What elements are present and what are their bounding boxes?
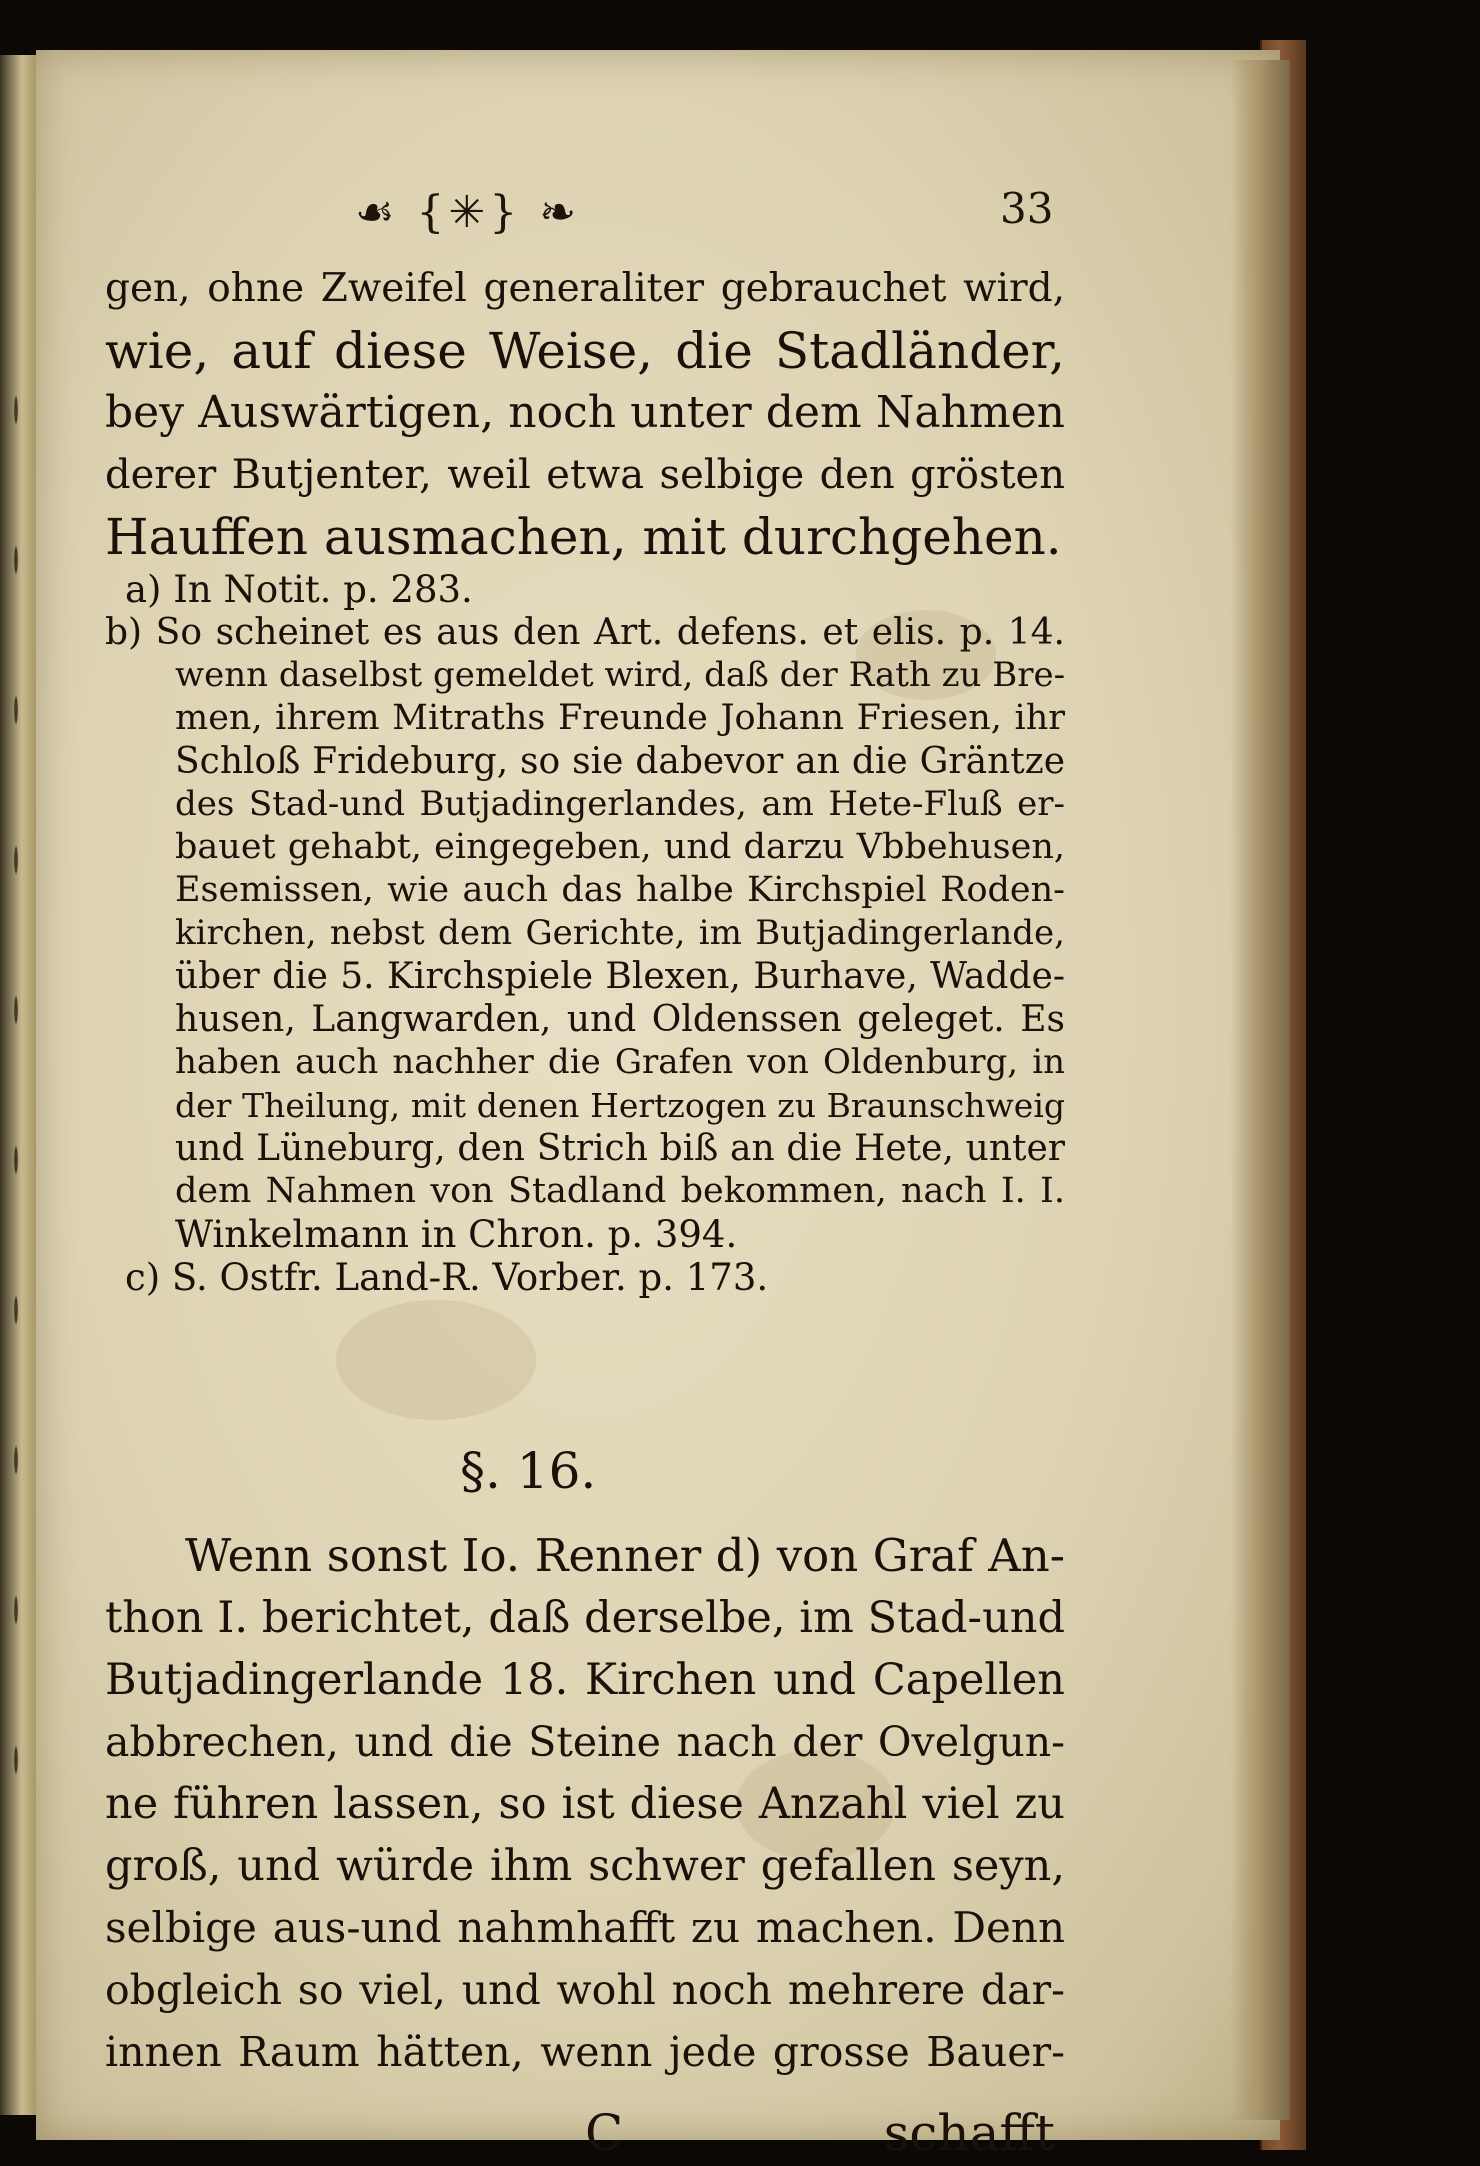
signature-mark: C — [585, 2104, 624, 2162]
footnote-line: Schloß Frideburg, so sie dabevor an die Gräntze — [175, 741, 1065, 782]
footnote-line: kirchen, nebst dem Gerichte, im Butjadingerlande, — [175, 913, 1065, 953]
main-text-top — [105, 258, 1065, 568]
footnote-line: der Theilung, mit denen Hertzogen zu Braunschweig — [175, 1086, 1065, 1125]
text-line: thon I. berichtet, daß derselbe, im Stad-und — [105, 1593, 1065, 1643]
catchword: schafft — [883, 2104, 1055, 2162]
footnote-line: c) S. Ostfr. Land-R. Vorber. p. 173. — [125, 1256, 769, 1299]
header-ornament: ☙ {✳} ❧ — [355, 186, 581, 238]
main-text-bottom — [105, 1525, 1065, 2083]
footnote-line: bauet gehabt, eingegeben, und darzu Vbbehusen, — [175, 827, 1065, 867]
footnote-line: Esemissen, wie auch das halbe Kirchspiel Roden- — [175, 870, 1065, 910]
footnote-line: des Stad-und Butjadingerlandes, am Hete-Fluß er- — [175, 784, 1065, 824]
footnote-line: husen, Langwarden, und Oldenssen geleget. Es — [175, 999, 1065, 1040]
text-line: Hauffen ausmachen, mit durchgehen. — [105, 508, 1062, 566]
footnote-line: Winkelmann in Chron. p. 394. — [175, 1213, 738, 1256]
footnote-line: dem Nahmen von Stadland bekommen, nach I. I. — [175, 1171, 1065, 1211]
page-fore-edge — [1230, 60, 1290, 2120]
footnote-line: a) In Notit. p. 283. — [125, 568, 473, 611]
text-line: wie, auf diese Weise, die Stadländer, — [105, 322, 1065, 380]
footnote-line: b) So scheinet es aus den Art. defens. et elis. p. 14. — [105, 612, 1065, 653]
footnote-line: über die 5. Kirchspiele Blexen, Burhave, Wadde- — [175, 956, 1065, 997]
running-header — [355, 182, 1055, 242]
page-number: 33 — [1000, 184, 1054, 233]
footnote-line: men, ihrem Mitraths Freunde Johann Friesen, ihr — [175, 698, 1065, 738]
text-line: abbrechen, und die Steine nach der Ovelgun- — [105, 1718, 1065, 1766]
text-line: innen Raum hätten, wenn jede grosse Bauer- — [105, 2028, 1065, 2076]
text-line: gen, ohne Zweifel generaliter gebrauchet wird, — [105, 266, 1065, 311]
text-line: bey Auswärtigen, noch unter dem Nahmen — [105, 387, 1065, 438]
text-line: groß, und würde ihm schwer gefallen seyn, — [105, 1841, 1065, 1891]
facing-page-text-marks — [6, 335, 26, 1835]
page-footer — [105, 2104, 1065, 2166]
text-line: Wenn sonst Io. Renner d) von Graf An- — [185, 1529, 1065, 1582]
paper-stain — [336, 1300, 536, 1420]
facing-page-edge — [0, 55, 36, 2115]
footnote-line: haben auch nachher die Grafen von Oldenburg, in — [175, 1042, 1065, 1082]
section-heading: §. 16. — [460, 1442, 597, 1500]
text-line: derer Butjenter, weil etwa selbige den grösten — [105, 452, 1065, 498]
text-line: ne führen lassen, so ist diese Anzahl viel zu — [105, 1779, 1065, 1829]
text-line: Butjadingerlande 18. Kirchen und Capellen — [105, 1655, 1065, 1705]
footnotes — [105, 568, 1065, 1299]
footnote-line: und Lüneburg, den Strich biß an die Hete, unter — [175, 1128, 1065, 1169]
text-line: obgleich so viel, und wohl noch mehrere dar- — [105, 1966, 1065, 2014]
footnote-line: wenn daselbst gemeldet wird, daß der Rath zu Bre- — [175, 655, 1066, 695]
text-line: selbige aus-und nahmhafft zu machen. Denn — [105, 1903, 1065, 1952]
